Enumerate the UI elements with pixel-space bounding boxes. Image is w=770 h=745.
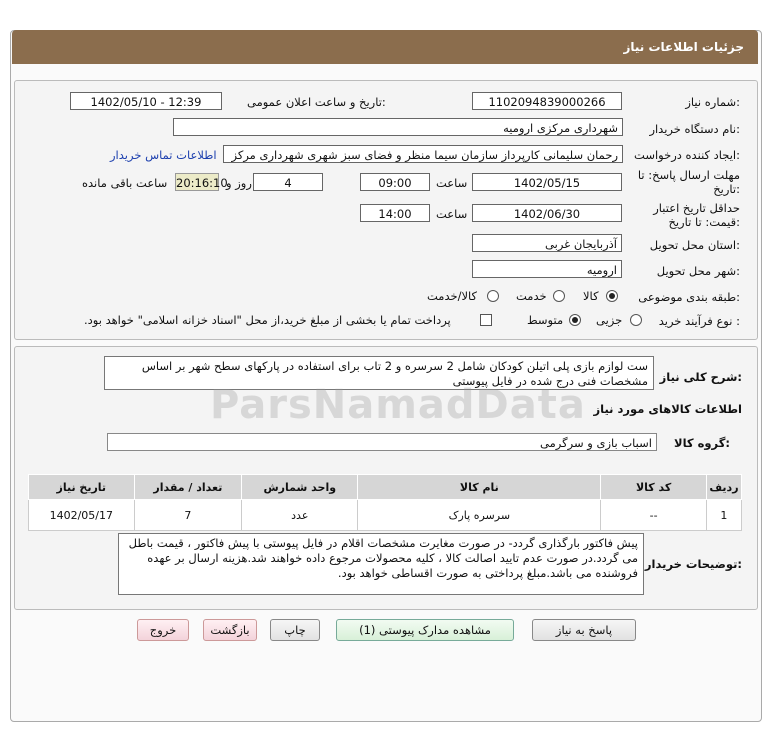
validity-date-field: 1402/06/30 [472,204,622,222]
page-title: جزئیات اطلاعات نیاز [623,40,744,54]
category-service-radio[interactable] [553,290,565,302]
col-unit: واحد شمارش [242,475,358,500]
category-goods-label: کالا [583,289,599,303]
deadline-time-field: 09:00 [360,173,430,191]
buyer-notes-label: توضیحات خریدار: [644,557,742,571]
treasury-checkbox[interactable] [480,314,492,326]
category-goods-service-radio[interactable] [487,290,499,302]
buyer-contact-link[interactable]: اطلاعات تماس خریدار [110,148,217,162]
cell-row: 1 [706,500,741,531]
col-row: ردیف [706,475,741,500]
need-number-field: 1102094839000266 [472,92,622,110]
deadline-label-2: تاریخ: [713,182,740,196]
purchase-type-label: نوع فرآیند خرید : [658,314,740,328]
days-label: روز و [226,176,252,190]
watermark-text: ParsNamadData [210,382,586,428]
validity-time-field: 14:00 [360,204,430,222]
remaining-time-field: 20:16:10 [175,173,219,191]
announce-field: 1402/05/10 - 12:39 [70,92,222,110]
validity-label-2: قیمت: تا تاریخ: [668,215,740,229]
category-goods-radio[interactable] [606,290,618,302]
goods-info-title: اطلاعات کالاهای مورد نیاز [593,402,742,416]
remaining-label: ساعت باقی مانده [82,176,168,190]
validity-time-label: ساعت [436,207,468,221]
general-desc-label: شرح کلی نیاز: [659,370,742,384]
category-label: طبقه بندی موضوعی: [638,290,740,304]
print-button[interactable]: چاپ [270,619,320,641]
cell-name: سرسره پارک [358,500,601,531]
attachments-button[interactable]: مشاهده مدارک پیوستی (1) [336,619,514,641]
purchase-minor-radio[interactable] [630,314,642,326]
group-field: اسباب بازی و سرگرمی [107,433,657,451]
col-name: نام کالا [358,475,601,500]
reply-button[interactable]: پاسخ به نیاز [532,619,636,641]
cell-qty: 7 [134,500,242,531]
cell-code: -- [601,500,707,531]
province-field: آذربایجان غربی [472,234,622,252]
purchase-minor-label: جزیی [596,313,623,327]
buyer-org-field: شهرداری مرکزی ارومیه [173,118,623,136]
items-table [28,474,742,531]
need-number-label: شماره نیاز: [685,95,740,109]
general-desc-box: ست لوازم بازی پلی اتیلن کودکان شامل 2 سرسره و 2 تاب برای استفاده در پارکهای سطح شهر بر اساس مشخصات فنی درج شده در فایل پیوستی [104,356,654,390]
group-label: گروه کالا: [674,436,730,450]
cell-date: 1402/05/17 [29,500,135,531]
province-label: استان محل تحویل: [649,238,740,252]
col-qty: تعداد / مقدار [134,475,242,500]
validity-label-1: حداقل تاریخ اعتبار [653,201,740,215]
purchase-medium-label: متوسط [527,313,564,327]
payment-note: پرداخت تمام یا بخشی از مبلغ خرید،از محل "اسناد خزانه اسلامی" خواهد بود. [84,313,451,327]
deadline-time-label: ساعت [436,176,468,190]
buyer-notes-box: پیش فاکتور بارگذاری گردد- در صورت مغایرت مشخصات اقلام در فایل پیوستی با پیش فاکتور ، قیمت باطل می گردد.در صورت عدم تایید اصالت کالا ، کلیه محصولات مرجوع داده خواهند شد.هزینه ارسال بر عهده فروشنده می باشد.مبلغ پرداختی به صورت اقساطی خواهد بود. [118,533,644,595]
cell-unit: عدد [242,500,358,531]
category-goods-service-label: کالا/خدمت [427,289,478,303]
creator-field: رحمان سلیمانی کارپرداز سازمان سیما منظر و فضای سبز شهری شهرداری مرکز [223,145,623,163]
col-date: تاریخ نیاز [29,475,135,500]
col-code: کد کالا [601,475,707,500]
back-button[interactable]: بازگشت [203,619,257,641]
buyer-org-label: نام دستگاه خریدار: [649,122,740,136]
city-field: ارومیه [472,260,622,278]
days-field: 4 [253,173,323,191]
table-row [29,500,742,531]
exit-button[interactable]: خروج [137,619,189,641]
city-label: شهر محل تحویل: [656,264,740,278]
purchase-medium-radio[interactable] [569,314,581,326]
deadline-date-field: 1402/05/15 [472,173,622,191]
category-service-label: خدمت [516,289,547,303]
title-bar [12,30,758,64]
creator-label: ایجاد کننده درخواست: [634,148,740,162]
deadline-label-1: مهلت ارسال پاسخ: تا [637,168,740,182]
table-header-row [29,475,742,500]
announce-label: تاریخ و ساعت اعلان عمومی: [247,95,386,109]
